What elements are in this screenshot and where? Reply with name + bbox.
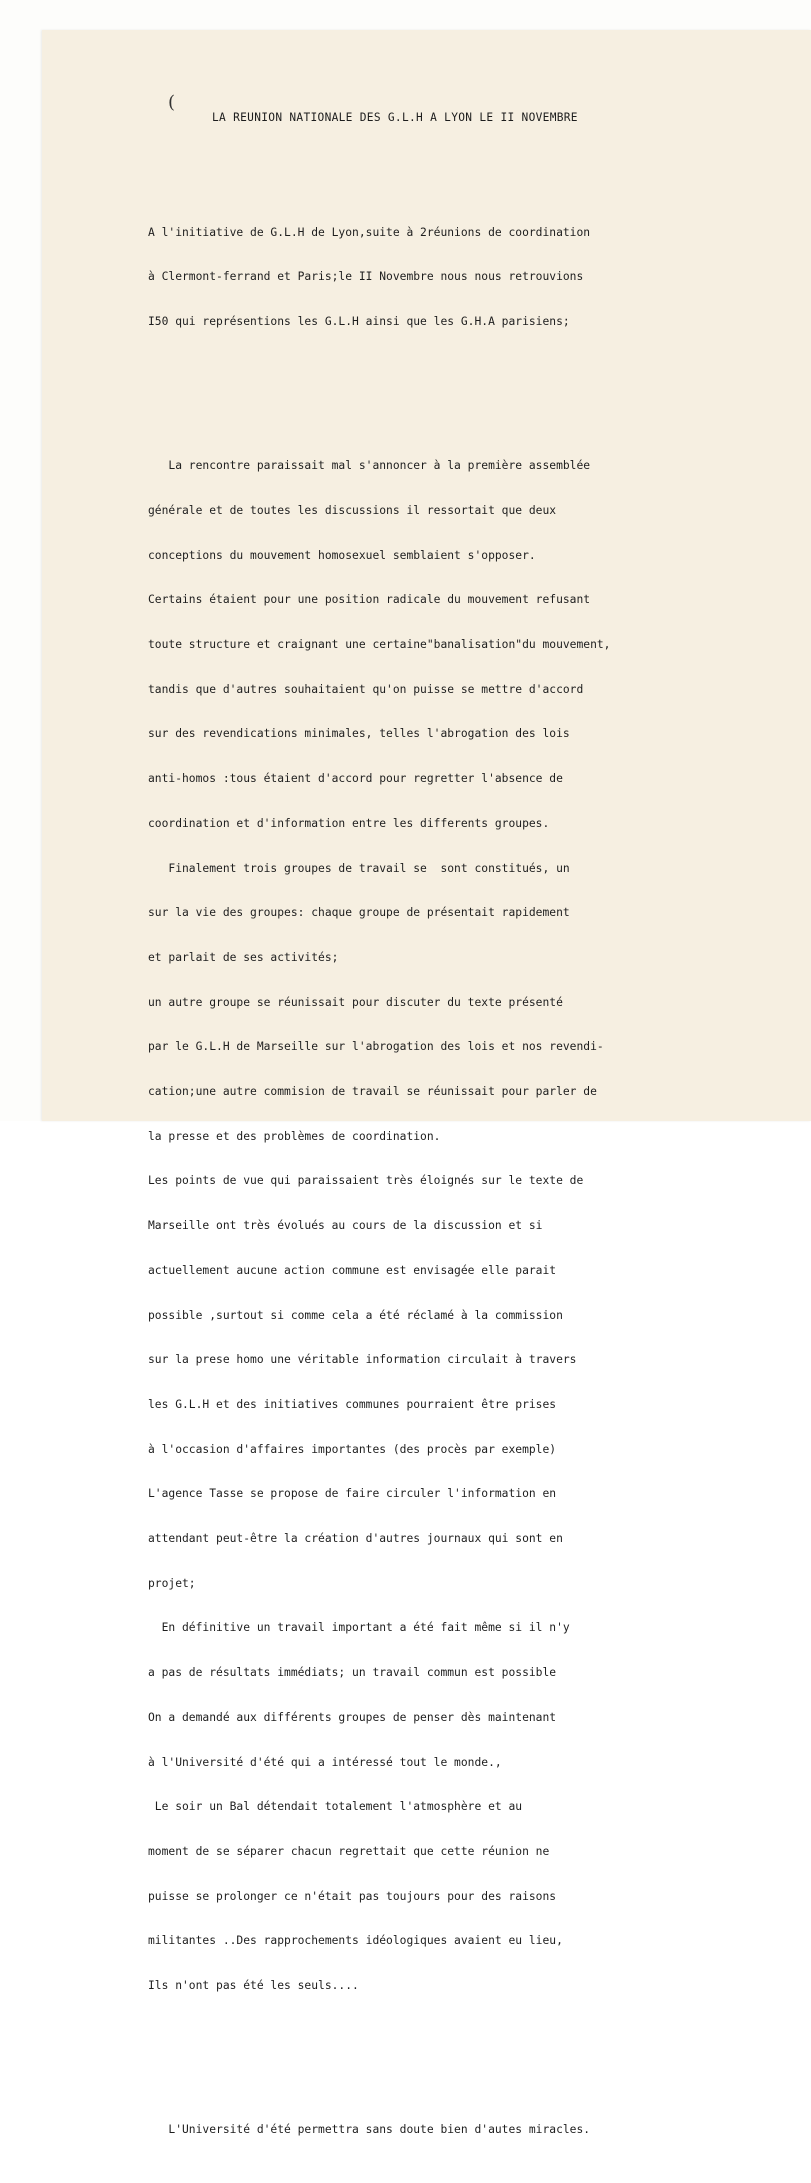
- text-line: un autre groupe se réunissait pour discuter du texte présenté: [148, 995, 563, 1009]
- text-line: sur la prese homo une véritable information circulait à travers: [148, 1353, 577, 1367]
- text-line: conceptions du mouvement homosexuel semblaient s'opposer.: [148, 548, 536, 562]
- text-line: par le G.L.H de Marseille sur l'abrogation des lois et nos revendi-: [148, 1040, 604, 1054]
- text-line: On a demandé aux différents groupes de penser dès maintenant: [148, 1710, 557, 1724]
- text-line: actuellement aucune action commune est envisagée elle parait: [148, 1263, 557, 1277]
- text-line: attendant peut-être la création d'autres journaux qui sont en: [148, 1532, 563, 1546]
- text-line: Certains étaient pour une position radicale du mouvement refusant: [148, 593, 591, 607]
- text-line: coordination et d'information entre les differents groupes.: [148, 816, 550, 830]
- text-line: puisse se prolonger ce n'était pas toujours pour des raisons: [148, 1889, 557, 1903]
- text-line: En définitive un travail important a été fait même si il n'y: [148, 1621, 570, 1635]
- text-line: I50 qui représentions les G.L.H ainsi que les G.H.A parisiens;: [148, 315, 570, 329]
- margin-mark: (: [168, 92, 176, 113]
- document-body: [148, 166, 768, 2183]
- paragraph-main: [148, 429, 768, 2023]
- text-line: à l'Université d'été qui a intéressé tout le monde.,: [148, 1755, 502, 1769]
- text-line: générale et de toutes les discussions il ressortait que deux: [148, 503, 557, 517]
- text-line: toute structure et craignant une certaine"banalisation"du mouvement,: [148, 637, 611, 651]
- text-line: Le soir un Bal détendait totalement l'atmosphère et au: [148, 1800, 523, 1814]
- text-line: la presse et des problèmes de coordination.: [148, 1129, 441, 1143]
- paragraph-intro: [148, 196, 768, 360]
- document-title: LA REUNION NATIONALE DES G.L.H A LYON LE II NOVEMBRE: [212, 111, 578, 124]
- text-line: La rencontre paraissait mal s'annoncer à la première assemblée: [148, 459, 591, 473]
- text-line: L'Université d'été permettra sans doute bien d'autes miracles.: [148, 2123, 591, 2137]
- text-line: a pas de résultats immédiats; un travail commun est possible: [148, 1666, 557, 1680]
- text-line: A l'initiative de G.L.H de Lyon,suite à 2réunions de coordination: [148, 225, 591, 239]
- text-line: à l'occasion d'affaires importantes (des procès par exemple): [148, 1442, 557, 1456]
- text-line: Finalement trois groupes de travail se sont constitués, un: [148, 861, 570, 875]
- text-line: les G.L.H et des initiatives communes pourraient être prises: [148, 1397, 557, 1411]
- text-line: sur la vie des groupes: chaque groupe de présentait rapidement: [148, 906, 570, 920]
- text-line: tandis que d'autres souhaitaient qu'on puisse se mettre d'accord: [148, 682, 584, 696]
- text-line: Les points de vue qui paraissaient très éloignés sur le texte de: [148, 1174, 584, 1188]
- paragraph-gap: [148, 390, 768, 400]
- text-line: à Clermont-ferrand et Paris;le II Novembre nous nous retrouvions: [148, 270, 584, 284]
- text-line: et parlait de ses activités;: [148, 950, 339, 964]
- text-line: moment de se séparer chacun regrettait que cette réunion ne: [148, 1844, 550, 1858]
- text-line: anti-homos :tous étaient d'accord pour regretter l'absence de: [148, 772, 563, 786]
- text-line: militantes ..Des rapprochements idéologiques avaient eu lieu,: [148, 1934, 563, 1948]
- text-line: cation;une autre commision de travail se réunissait pour parler de: [148, 1085, 597, 1099]
- text-line: Ils n'ont pas été les seuls....: [148, 1979, 359, 1993]
- text-line: possible ,surtout si comme cela a été réclamé à la commission: [148, 1308, 563, 1322]
- text-line: L'agence Tasse se propose de faire circuler l'information en: [148, 1487, 557, 1501]
- paragraph-gap: [148, 2054, 768, 2064]
- text-line: projet;: [148, 1576, 196, 1590]
- text-line: sur des revendications minimales, telles l'abrogation des lois: [148, 727, 570, 741]
- text-line: Marseille ont très évolués au cours de la discussion et si: [148, 1219, 543, 1233]
- paragraph-closing: [148, 2093, 768, 2168]
